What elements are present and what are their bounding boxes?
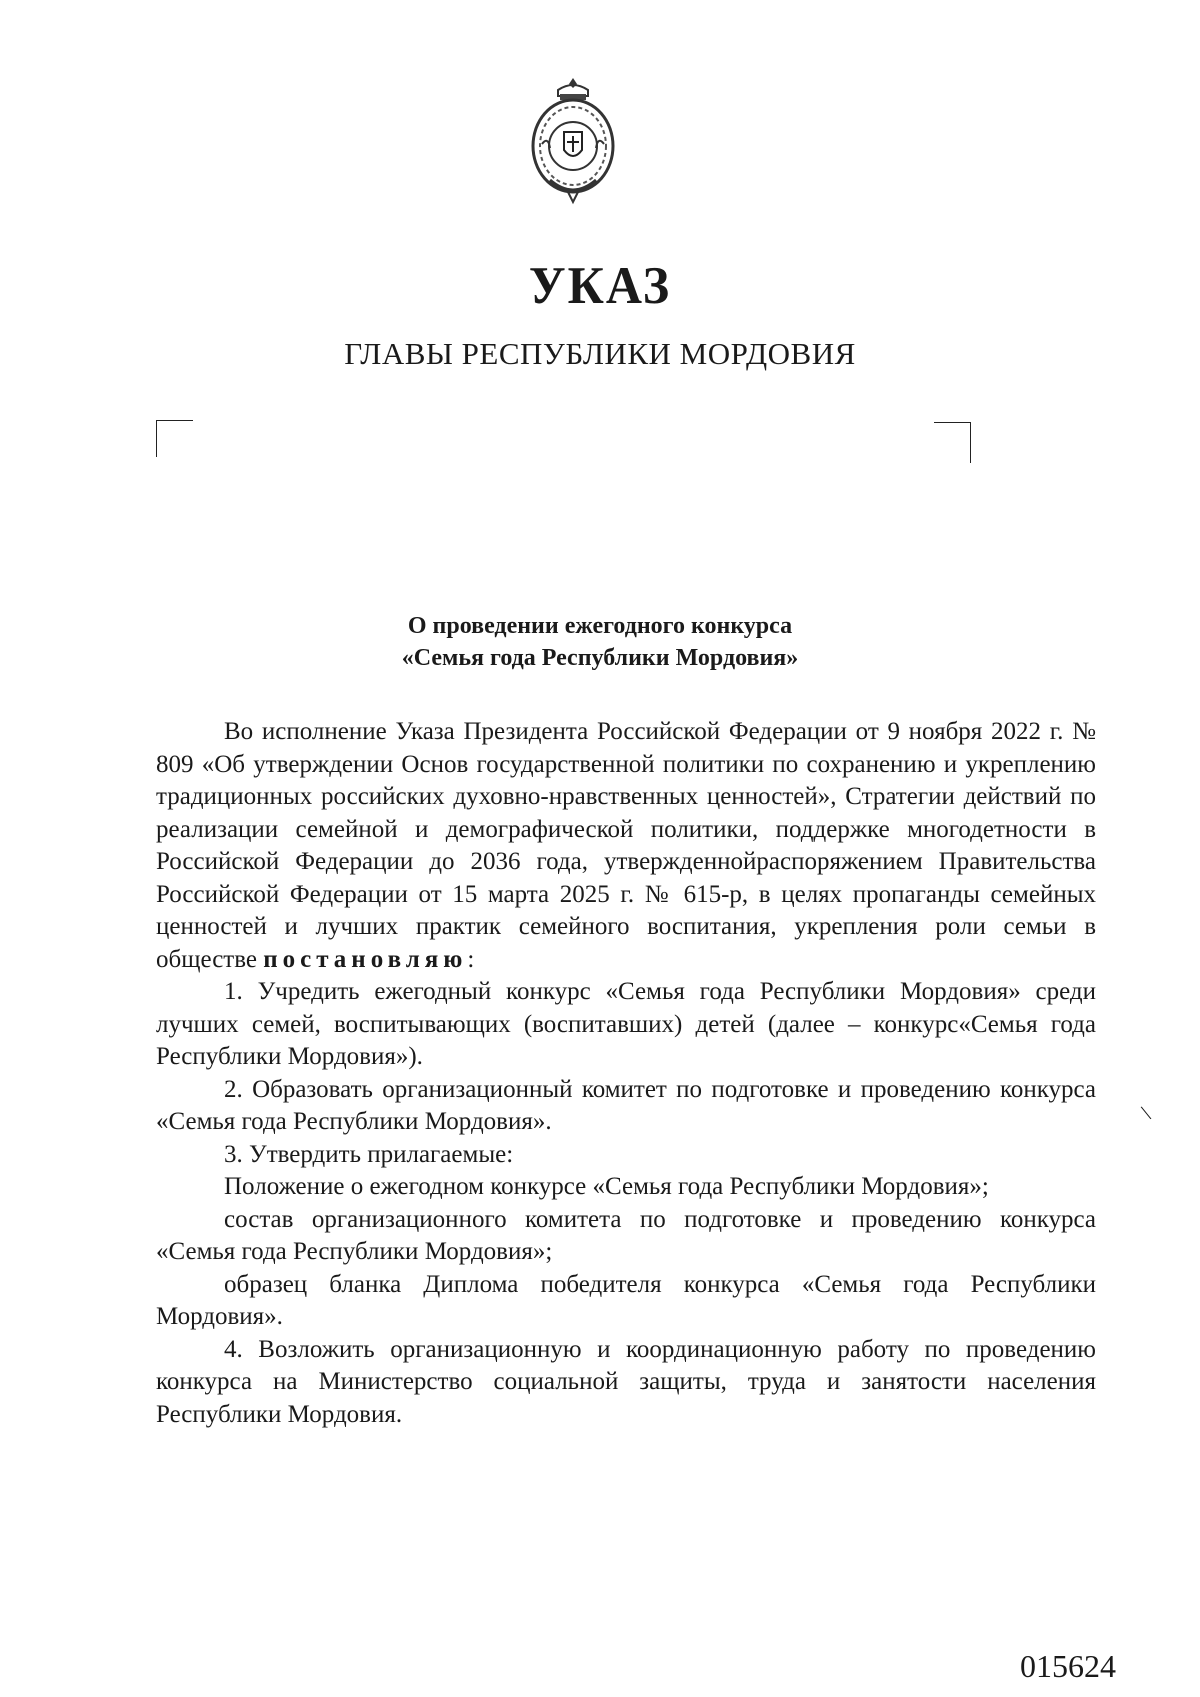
- preamble-text: Во исполнение Указа Президента Российской Федерации от 9 ноября 2022 г. № 809 «Об утверждении Основ государственной политики по сохранению и укреплению традиционных российских духовно-нравственных ценностей», Стратегии действий по реализации семейной и демографической политики, поддержке многодетности в Российской Федерации до 2036 года, утвержденнойраспоряжением Правительства Российской Федерации от 15 марта 2025 г. № 615-р, в целях пропаганды семейных ценностей и лучших практик семейного воспитания, укрепления роли семьи в обществе: [156, 718, 1096, 973]
- document-subtitle: ГЛАВЫ РЕСПУБЛИКИ МОРДОВИЯ: [344, 336, 856, 371]
- address-corner-left: [156, 420, 193, 457]
- item-1: 1. Учредить ежегодный конкурс «Семья года Республики Мордовия» среди лучших семей, воспитывающих (воспитавших) детей (далее – конкурс«Семья года Республики Мордовия»).: [156, 978, 1096, 1070]
- document-title: УКАЗ: [528, 255, 672, 315]
- item-3c: образец бланка Диплома победителя конкурса «Семья года Республики Мордовия».: [156, 1270, 1096, 1330]
- decree-body: [156, 716, 1096, 1431]
- item-4: 4. Возложить организационную и координационную работу по проведению конкурса на Министерство социальной защиты, труда и занятости населения Республики Мордовия.: [156, 1335, 1096, 1428]
- item-3a: Положение о ежегодном конкурсе «Семья года Республики Мордовия»;: [224, 1173, 989, 1200]
- document-number: 015624: [1020, 1648, 1116, 1684]
- preamble-paragraph: [156, 716, 1096, 976]
- decree-word: постановляю: [263, 945, 468, 973]
- address-corner-right: [934, 422, 971, 463]
- decree-heading: [0, 610, 1200, 674]
- item-2: 2. Образовать организационный комитет по подготовке и проведению конкурса «Семья года Республики Мордовия».: [156, 1075, 1096, 1135]
- item-3: 3. Утвердить прилагаемые:: [224, 1140, 514, 1168]
- scan-mark: \: [1138, 1099, 1154, 1126]
- heading-line-1: О проведении ежегодного конкурса: [407, 613, 793, 639]
- decree-colon: :: [467, 945, 475, 973]
- item-3b: состав организационного комитета по подготовке и проведению конкурса «Семья года Республики Мордовия»;: [156, 1205, 1096, 1265]
- heading-line-2: «Семья года Республики Мордовия»: [401, 645, 799, 671]
- coat-of-arms-icon: [528, 76, 618, 206]
